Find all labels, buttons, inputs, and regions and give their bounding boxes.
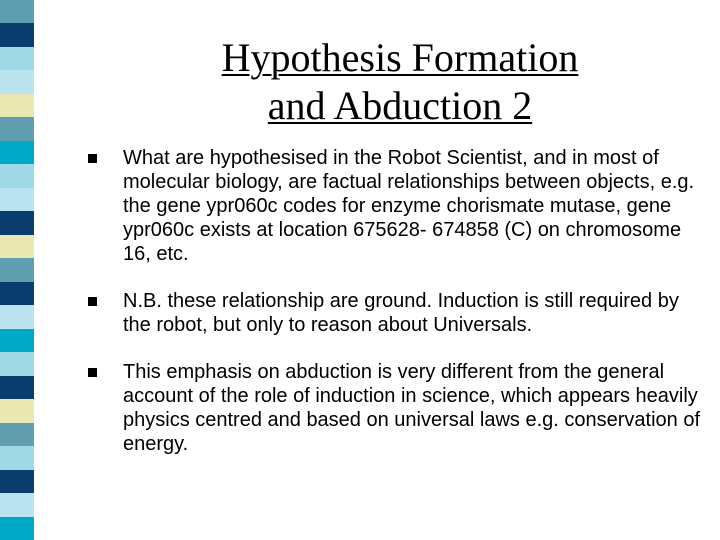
slide-title [150, 34, 650, 130]
bullet-text: What are hypothesised in the Robot Scientist, and in most of molecular biology, are factual relationships between objects, e.g. the gene ypr060c codes for enzyme chorismate mutase, gene ypr060c exists at location 675628- 674858 (C) on chromosome 16, etc. [123, 147, 695, 265]
title-line-1: Hypothesis Formation [221, 35, 579, 80]
stripe-segment [0, 47, 34, 70]
bullet-item [88, 289, 708, 337]
stripe-segment [0, 282, 34, 305]
stripe-segment [0, 70, 34, 93]
stripe-segment [0, 141, 34, 164]
square-bullet-icon [88, 368, 97, 377]
stripe-segment [0, 352, 34, 375]
stripe-segment [0, 164, 34, 187]
bullet-text: This emphasis on abduction is very different from the general account of the role of induction in science, which appears heavily physics centred and based on universal laws e.g. conservation of energy. [123, 361, 701, 455]
stripe-segment [0, 329, 34, 352]
stripe-segment [0, 423, 34, 446]
stripe-segment [0, 517, 34, 540]
stripe-segment [0, 258, 34, 281]
stripe-segment [0, 470, 34, 493]
stripe-segment [0, 211, 34, 234]
stripe-segment [0, 23, 34, 46]
decorative-stripe [0, 0, 34, 540]
stripe-segment [0, 188, 34, 211]
square-bullet-icon [88, 154, 97, 163]
stripe-segment [0, 399, 34, 422]
title-line-2: and Abduction 2 [267, 83, 533, 128]
bullet-item [88, 360, 708, 456]
stripe-segment [0, 235, 34, 258]
stripe-segment [0, 493, 34, 516]
stripe-segment [0, 446, 34, 469]
bullet-text: N.B. these relationship are ground. Induction is still required by the robot, but only to reason about Universals. [123, 290, 679, 336]
bullet-list [88, 146, 708, 456]
bullet-item [88, 146, 708, 266]
square-bullet-icon [88, 297, 97, 306]
stripe-segment [0, 0, 34, 23]
stripe-segment [0, 94, 34, 117]
stripe-segment [0, 305, 34, 328]
stripe-segment [0, 117, 34, 140]
stripe-segment [0, 376, 34, 399]
